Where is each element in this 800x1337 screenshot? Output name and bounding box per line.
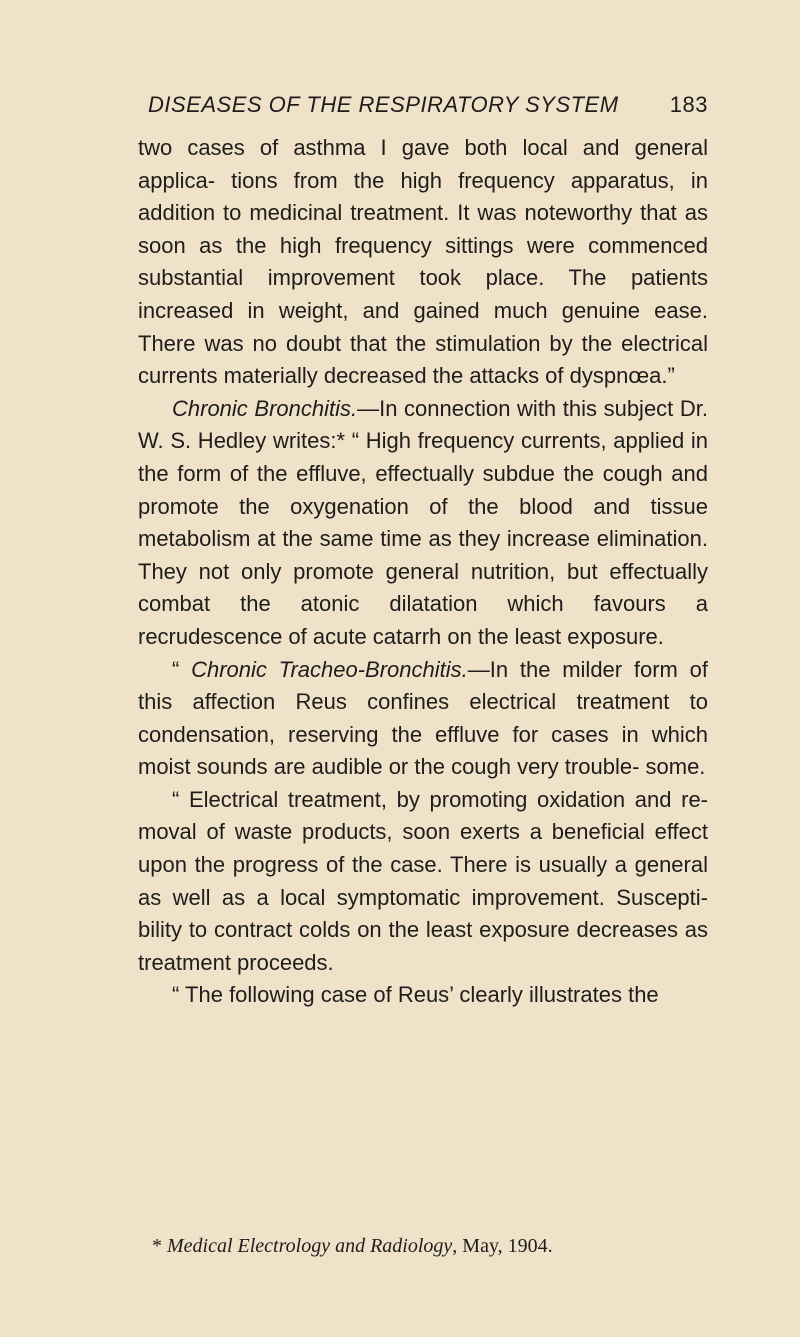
paragraph-chronic-bronchitis — [138, 393, 708, 654]
chronic-bronchitis-heading: Chronic Bronchitis. — [172, 395, 358, 421]
page-number: 183 — [669, 92, 708, 117]
footnote — [138, 1234, 708, 1258]
paragraph-electrical-treatment: “ Electrical treatment, by promoting oxidation and re- moval of waste products, soon exerts a beneficial effect upon the progress of the case. There is usually a general as well as a local symptomatic improvement. Suscepti- bility to contract colds on the least exposure decreases as treatment proceeds. — [138, 786, 708, 975]
footnote-date: , May, 1904. — [452, 1235, 553, 1257]
opening-quote: “ — [172, 656, 192, 682]
main-text — [138, 132, 708, 1012]
chronic-bronchitis-text: —In connection with this subject Dr. W. S. Hedley writes:* “ High frequency currents, applied in the form of the effluve, effectually subdue the cough and promote the oxygenation of the blood and tissue metabolism at the same time as they increase elimination. They not only promote general nutrition, but effectually combat the atonic dilatation which favours a recrudescence of acute catarrh on the least exposure. — [138, 395, 708, 649]
chapter-title: DISEASES OF THE RESPIRATORY SYSTEM — [148, 92, 619, 117]
chronic-tracheo-bronchitis-heading: Chronic Tracheo-Bronchitis. — [191, 656, 468, 682]
paragraph-chronic-tracheo-bronchitis — [138, 654, 708, 784]
running-head — [148, 90, 708, 120]
chronic-tracheo-bronchitis-text: —In the milder form of this affection Reus confines electrical treatment to condensation, reserving the effluve for cases in which moist sounds are audible or the cough very trouble- some. — [138, 656, 708, 780]
paragraph-following-case: “ The following case of Reus’ clearly illustrates the — [172, 982, 659, 1008]
footnote-marker: * — [152, 1235, 167, 1257]
paragraph-asthma-continuation: two cases of asthma I gave both local and general applica- tions from the high frequency apparatus, in addition to medicinal treatment. It was noteworthy that as soon as the high frequency sittings were commenced substantial improvement took place. The patients increased in weight, and gained much genuine ease. There was no doubt that the stimulation by the electrical currents materially decreased the attacks of dyspnœa.” — [138, 135, 708, 389]
footnote-journal-title: Medical Electrology and Radiology — [167, 1235, 453, 1257]
